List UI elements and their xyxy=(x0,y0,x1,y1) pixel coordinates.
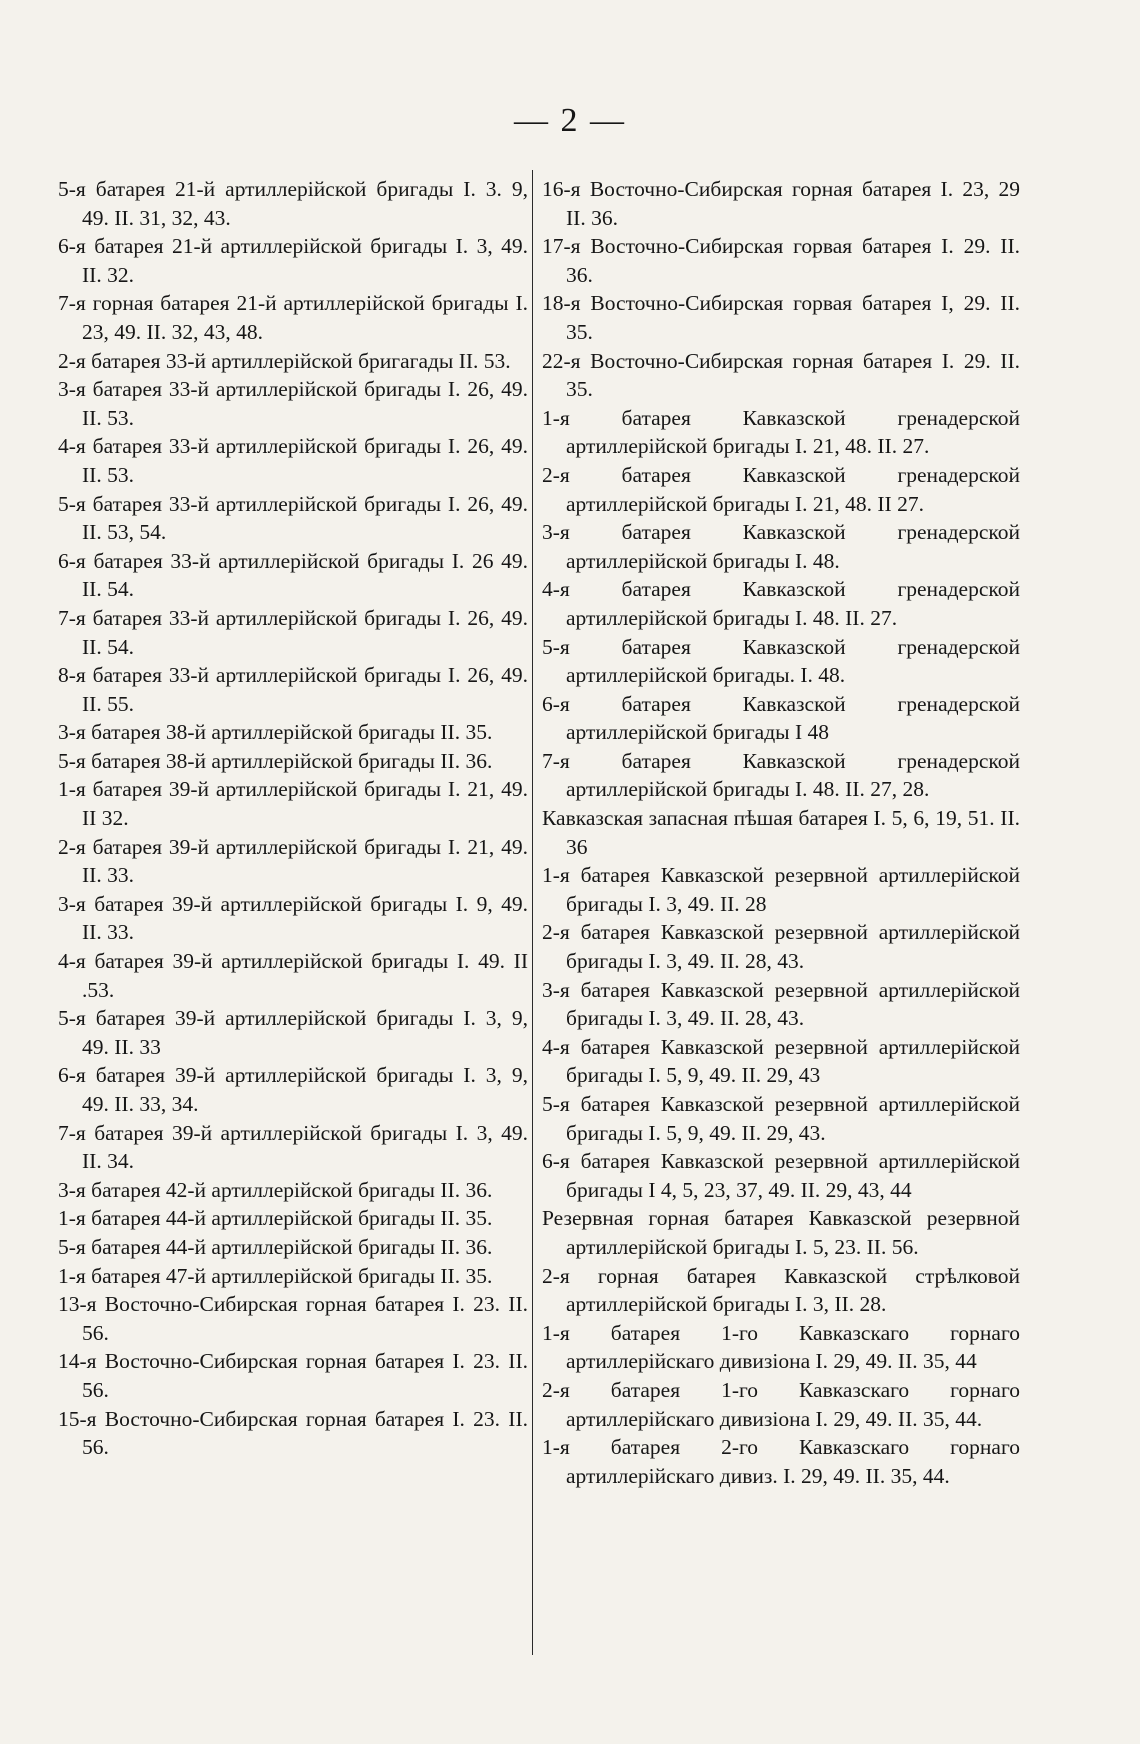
index-entry: 3-я батарея Кавказской гренадерской артиллерійской бригады I. 48. xyxy=(542,520,1020,573)
index-entry: 1-я батарея Кавказской резервной артиллерійской бригады I. 3, 49. II. 28 xyxy=(542,863,1020,916)
index-entry: 5-я батарея Кавказской резервной артиллерійской бригады I. 5, 9, 49. II. 29, 43. xyxy=(542,1092,1020,1145)
index-entry: 2-я батарея Кавказской гренадерской артиллерійской бригады I. 21, 48. II 27. xyxy=(542,462,1020,516)
index-entry: 13-я Восточно-Сибирская горная батарея I. 23. II. 56. xyxy=(58,1292,528,1345)
page-number: — 2 — xyxy=(514,102,626,139)
index-entry: 22-я Восточно-Сибирская горная батарея I. 29. II. 35. xyxy=(542,348,1020,402)
index-entry: 2-я батарея Кавказской резервной артиллерійской бригады I. 3, 49. II. 28, 43. xyxy=(542,920,1020,974)
index-entry: 6-я батарея 33-й артиллерійской бригады I. 26 49. II. 54. xyxy=(58,548,528,602)
index-entry: 7-я батарея 39-й артиллерійской бригады I. 3, 49. II. 34. xyxy=(58,1120,528,1174)
index-entry: Резервная горная батарея Кавказской резервной артиллерійской бригады I. 5, 23. II. 56. xyxy=(542,1206,1020,1259)
index-entry: 3-я батарея Кавказской резервной артиллерійской бригады I. 3, 49. II. 28, 43. xyxy=(542,977,1020,1031)
index-entry: 18-я Восточно-Сибирская горвая батарея I, 29. II. 35. xyxy=(542,291,1020,344)
index-entry: 16-я Восточно-Сибирская горная батарея I. 23, 29 II. 36. xyxy=(542,177,1020,230)
index-entry: 1-я батарея 2-го Кавказскаго горнаго артиллерійскаго дивиз. I. 29, 49. II. 35, 44. xyxy=(542,1435,1020,1488)
index-entry: 4-я батарея Кавказской гренадерской артиллерійской бригады I. 48. II. 27. xyxy=(542,577,1020,630)
index-entry: 5-я батарея 38-й артиллерійской бригады II. 36. xyxy=(58,748,493,773)
index-entry: 1-я батарея 47-й артиллерійской бригады II. 35. xyxy=(58,1263,493,1288)
index-entry: 8-я батарея 33-й артиллерійской бригады I. 26, 49. II. 55. xyxy=(58,663,528,716)
index-entry: Кавказская запасная пѣшая батарея I. 5, 6, 19, 51. II. 36 xyxy=(542,806,1020,859)
index-entry: 1-я батарея 44-й артиллерійской бригады II. 35. xyxy=(58,1206,493,1231)
index-entry: 2-я батарея 33-й артиллерійской бригагады II. 53. xyxy=(58,348,511,373)
index-entry: 7-я горная батарея 21-й артиллерійской бригады I. 23, 49. II. 32, 43, 48. xyxy=(58,291,528,344)
column-divider xyxy=(532,170,533,1655)
index-entry: 6-я батарея Кавказской гренадерской артиллерійской бригады I 48 xyxy=(542,691,1020,745)
left-column xyxy=(58,175,528,1462)
index-entry: 1-я батарея Кавказской гренадерской артиллерійской бригады I. 21, 48. II. 27. xyxy=(542,405,1020,459)
index-entry: 15-я Восточно-Сибирская горная батарея I. 23. II. 56. xyxy=(58,1406,528,1460)
index-entry: 3-я батарея 39-й артиллерійской бригады I. 9, 49. II. 33. xyxy=(58,891,528,945)
index-entry: 3-я батарея 38-й артиллерійской бригады II. 35. xyxy=(58,720,493,745)
index-entry: 1-я батарея 39-й артиллерійской бригады I. 21, 49. II 32. xyxy=(58,777,528,831)
index-entry: 1-я батарея 1-го Кавказскаго горнаго артиллерійскаго дивизіона I. 29, 49. II. 35, 44 xyxy=(542,1320,1020,1374)
index-entry: 4-я батарея Кавказской резервной артиллерійской бригады I. 5, 9, 49. II. 29, 43 xyxy=(542,1034,1020,1088)
index-entry: 6-я батарея Кавказской резервной артиллерійской бригады I 4, 5, 23, 37, 49. II. 29, 43, 44 xyxy=(542,1149,1020,1202)
index-entry: 6-я батарея 39-й артиллерійской бригады I. 3, 9, 49. II. 33, 34. xyxy=(58,1063,528,1116)
index-entry: 2-я батарея 39-й артиллерійской бригады I. 21, 49. II. 33. xyxy=(58,834,528,888)
index-entry: 7-я батарея 33-й артиллерійской бригады I. 26, 49. II. 54. xyxy=(58,605,528,659)
index-entry: 2-я батарея 1-го Кавказскаго горнаго артиллерійскаго дивизіона I. 29, 49. II. 35, 44. xyxy=(542,1377,1020,1431)
index-entry: 6-я батарея 21-й артиллерійской бригады I. 3, 49. II. 32. xyxy=(58,234,528,287)
index-entry: 5-я батарея 33-й артиллерійской бригады I. 26, 49. II. 53, 54. xyxy=(58,491,528,545)
index-entry: 5-я батарея 21-й артиллерійской бригады I. 3. 9, 49. II. 31, 32, 43. xyxy=(58,177,528,230)
index-entry: 5-я батарея 44-й артиллерійской бригады II. 36. xyxy=(58,1234,493,1259)
index-entry: 2-я горная батарея Кавказской стрѣлковой артиллерійской бригады I. 3, II. 28. xyxy=(542,1263,1020,1317)
index-entry: 5-я батарея 39-й артиллерійской бригады I. 3, 9, 49. II. 33 xyxy=(58,1006,528,1059)
index-entry: 3-я батарея 42-й артиллерійской бригады II. 36. xyxy=(58,1177,493,1202)
right-column xyxy=(542,175,1020,1490)
index-entry: 5-я батарея Кавказской гренадерской артиллерійской бригады. I. 48. xyxy=(542,634,1020,688)
index-entry: 4-я батарея 33-й артиллерійской бригады I. 26, 49. II. 53. xyxy=(58,434,528,487)
index-entry: 4-я батарея 39-й артиллерійской бригады I. 49. II .53. xyxy=(58,949,528,1002)
index-entry: 3-я батарея 33-й артиллерійской бригады I. 26, 49. II. 53. xyxy=(58,377,528,430)
index-entry: 14-я Восточно-Сибирская горная батарея I. 23. II. 56. xyxy=(58,1349,528,1402)
index-entry: 17-я Восточно-Сибирская горвая батарея I. 29. II. 36. xyxy=(542,234,1020,287)
index-entry: 7-я батарея Кавказской гренадерской артиллерійской бригады I. 48. II. 27, 28. xyxy=(542,748,1020,802)
